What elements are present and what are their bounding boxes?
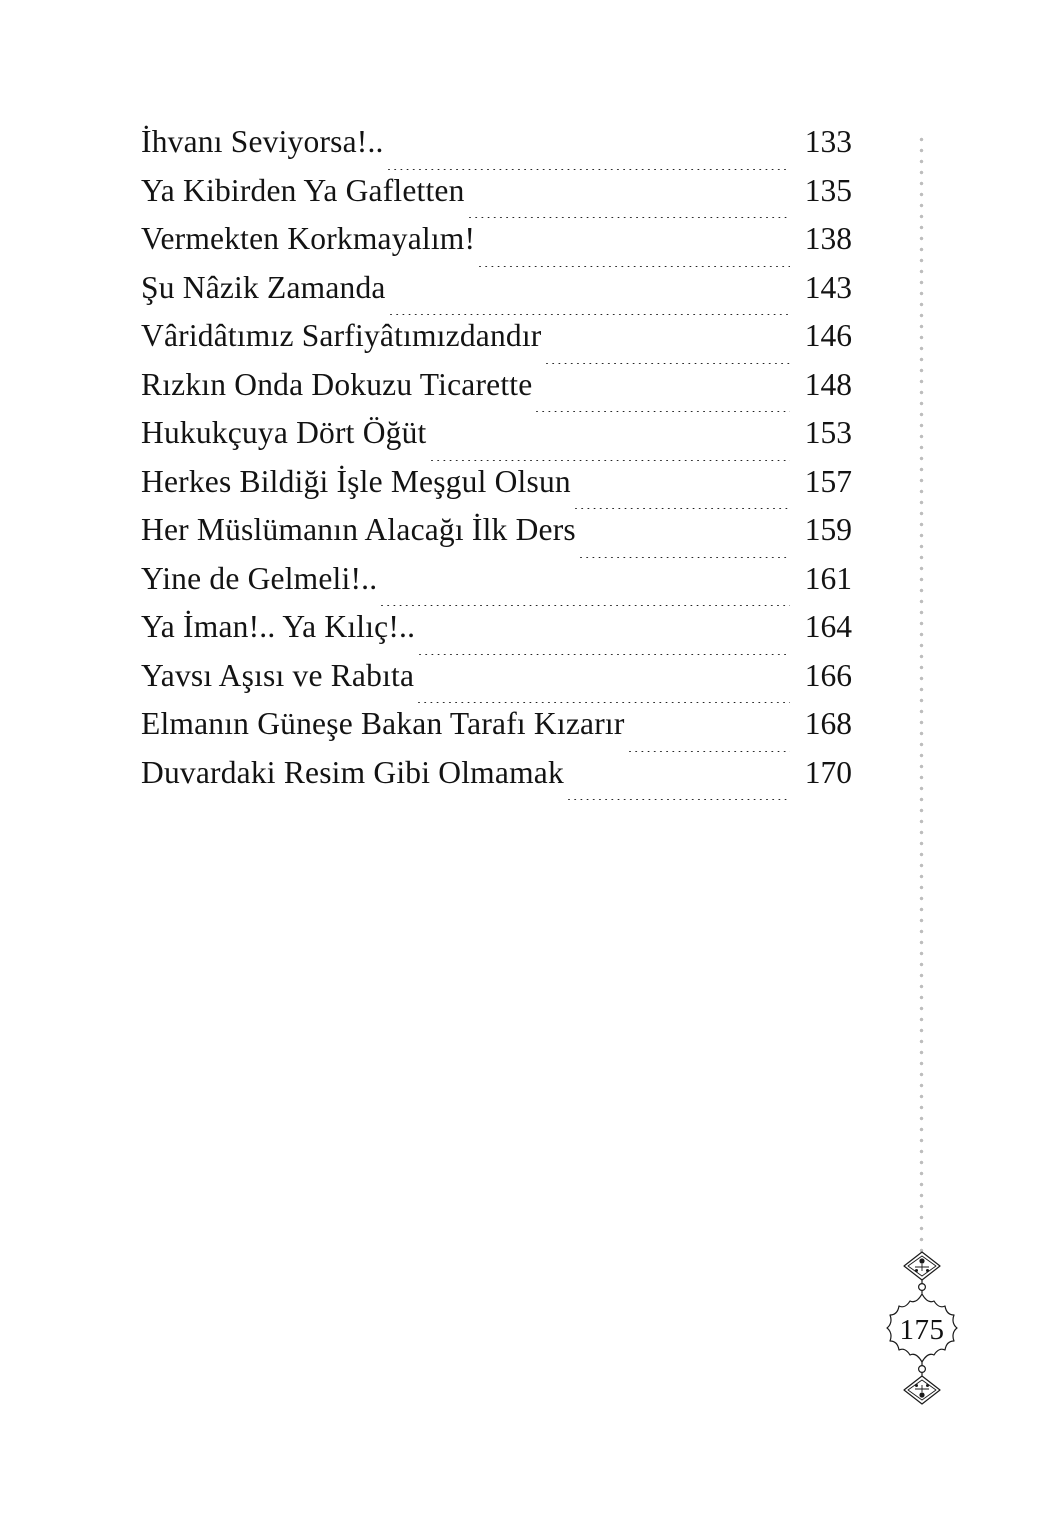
toc-entry[interactable] [141,172,852,224]
toc-entry[interactable] [141,366,852,418]
toc-entry[interactable] [141,417,852,466]
page-number-ornament [866,1246,978,1418]
toc-entry[interactable] [141,657,852,709]
toc-entry-page-number: 148 [804,366,852,402]
toc-entry[interactable] [141,269,852,321]
toc-entry-page-number: 166 [804,657,852,693]
toc-entry-page-number: 153 [804,415,852,450]
toc-leader-dots [381,605,790,606]
toc-entry-title: Şu Nâzik Zamanda [141,269,386,305]
toc-leader-dots [546,363,791,364]
toc-entry-title: Rızkın Onda Dokuzu Ticarette [141,366,533,402]
toc-leader-dots [629,751,790,752]
toc-entry-title: Ya İman!.. Ya Kılıç!.. [141,609,416,644]
toc-leader-dots [388,169,790,170]
toc-entry[interactable] [141,126,852,175]
toc-entry-page-number: 133 [804,124,852,159]
toc-entry-page-number: 161 [804,560,852,596]
toc-entry-title: Yine de Gelmeli!.. [141,560,378,596]
toc-entry-page-number: 170 [804,754,852,790]
toc-entry-title: Yavsı Aşısı ve Rabıta [141,657,415,693]
toc-leader-dots [568,799,790,800]
toc-entry-page-number: 138 [804,221,852,256]
toc-entry[interactable] [141,754,852,806]
toc-entry-title: Herkes Bildiği İşle Meşgul Olsun [141,463,571,499]
toc-entry[interactable] [141,560,852,612]
toc-entry-title: Elmanın Güneşe Bakan Tarafı Kızarır [141,706,625,741]
toc-leader-dots [419,654,790,655]
toc-entry-page-number: 164 [804,609,852,644]
toc-entry[interactable] [141,708,852,757]
toc-leader-dots [418,702,790,703]
toc-leader-dots [575,508,790,509]
toc-entry-title: Ya Kibirden Ya Gafletten [141,172,465,208]
toc-entry-title: Duvardaki Resim Gibi Olmamak [141,754,564,790]
dotted-vertical-rule [919,137,924,1255]
table-of-contents-list [141,126,852,805]
toc-leader-dots [580,557,790,558]
toc-leader-dots [479,266,790,267]
toc-leader-dots [431,460,790,461]
toc-entry[interactable] [141,223,852,272]
toc-entry-page-number: 135 [804,172,852,208]
toc-entry-page-number: 159 [804,512,852,547]
toc-leader-dots [536,411,790,412]
folio-number: 175 [899,1314,945,1346]
toc-entry-title: Vâridâtımız Sarfiyâtımızdandır [141,318,542,353]
toc-leader-dots [390,314,790,315]
toc-entry[interactable] [141,463,852,515]
toc-entry-title: İhvanı Seviyorsa!.. [141,124,384,159]
toc-entry-page-number: 157 [804,463,852,499]
toc-entry[interactable] [141,320,852,369]
toc-entry-title: Her Müslümanın Alacağı İlk Ders [141,512,576,547]
toc-entry-page-number: 168 [804,706,852,741]
toc-entry[interactable] [141,514,852,563]
toc-entry-page-number: 146 [804,318,852,353]
toc-entry-title: Vermekten Korkmayalım! [141,221,476,256]
toc-entry-title: Hukukçuya Dört Öğüt [141,415,427,450]
toc-entry-page-number: 143 [804,269,852,305]
toc-leader-dots [469,217,790,218]
toc-entry[interactable] [141,611,852,660]
